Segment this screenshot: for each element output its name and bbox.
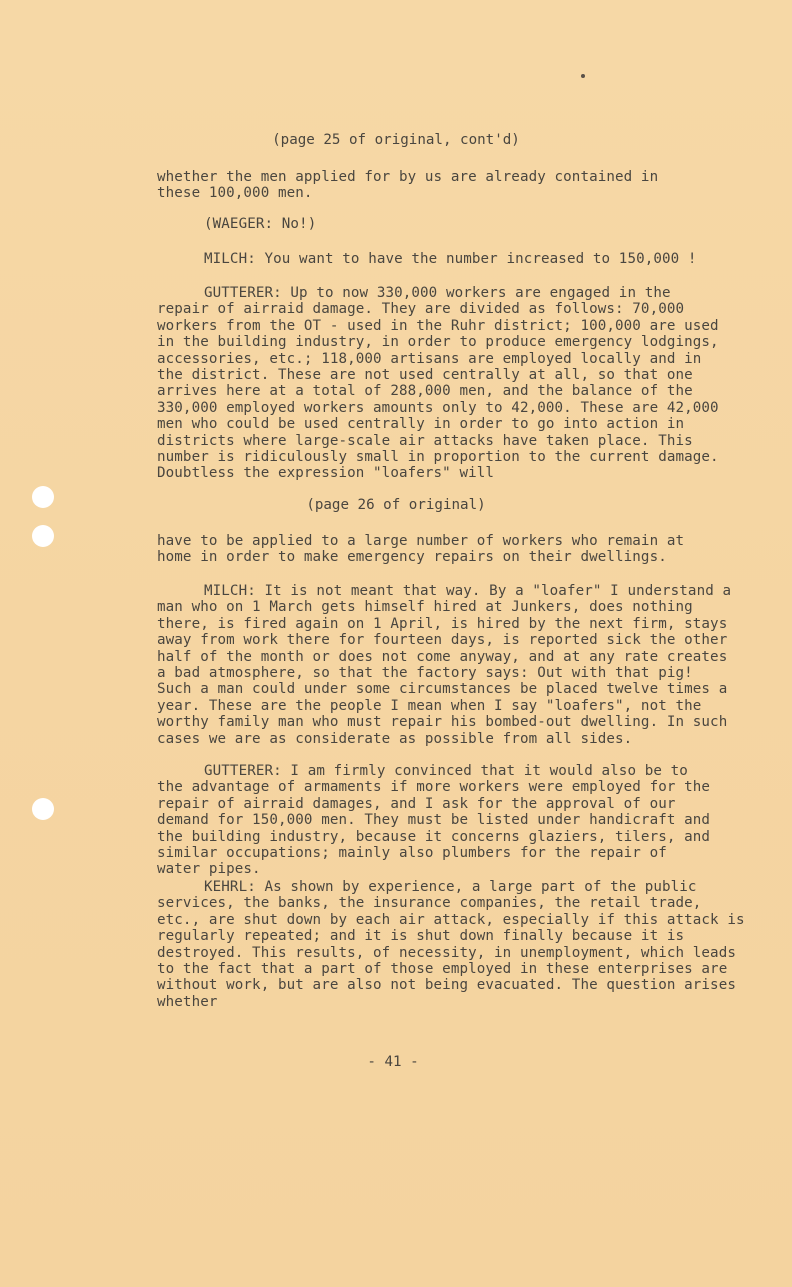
paragraph-continuation: have to be applied to a large number of workers who remain at home in order to make emergency repairs on their dwellings. [157,533,685,566]
paper-speck [581,74,585,78]
punch-hole-3 [32,798,54,820]
paragraph-interjection: (WAEGER: No!) [204,216,317,232]
page-note-top: (page 25 of original, cont'd) [272,132,520,148]
page-number: - 41 - [367,1054,419,1070]
paragraph-milch-2: MILCH: It is not meant that way. By a "loafer" I understand a man who on 1 March gets himself hired at Junkers, does nothing there, is fired again on 1 April, is hired by the next firm, stays away from work there for fourteen days, is reported sick the other half of the month or does not come anyway, and at any rate creates a bad atmosphere, so that the factory says: Out with that pig! Such a man could under some circumstances be placed twelve times a year. These are the people I mean when I say "loafers", not the worthy family man who must repair his bombed-out dwelling. In such cases we are as considerate as possible from all sides. [157,583,732,747]
paragraph-1: whether the men applied for by us are already contained in these 100,000 men. [157,169,659,202]
paragraph-milch-1: MILCH: You want to have the number increased to 150,000 ! [204,251,697,267]
paragraph-gutterer-1: GUTTERER: Up to now 330,000 workers are engaged in the repair of airraid damage. They are divided as follows: 70,000 workers from the OT - used in the Ruhr district; 100,000 are used in the building industry, in order to produce emergency lodgings, accessories, etc.; 118,000 artisans are employed locally and in the district. These are not used centrally at all, so that one arrives here at a total of 288,000 men, and the balance of the 330,000 employed workers amounts only to 42,000. These are 42,000 men who could be used centrally in order to go into action in districts where large-scale air attacks have taken place. This number is ridiculously small in proportion to the current damage. Doubtless the expression "loafers" will [157,285,719,482]
page-note-mid: (page 26 of original) [306,497,486,513]
punch-hole-2 [32,525,54,547]
paragraph-gutterer-2: GUTTERER: I am firmly convinced that it would also be to the advantage of armaments if more workers were employed for the repair of airraid damages, and I ask for the approval of our demand for 150,000 men. They must be listed under handicraft and the building industry, because it concerns glaziers, tilers, and similar occupations; mainly also plumbers for the repair of water pipes. [157,763,711,878]
paragraph-kehrl: KEHRL: As shown by experience, a large part of the public services, the banks, the insurance companies, the retail trade, etc., are shut down by each air attack, especially if this attack is regularly repeated; and it is shut down finally because it is destroyed. This results, of necessity, in unemployment, which leads to the fact that a part of those employed in these enterprises are without work, but are also not being evacuated. The question arises whether [157,879,745,1010]
